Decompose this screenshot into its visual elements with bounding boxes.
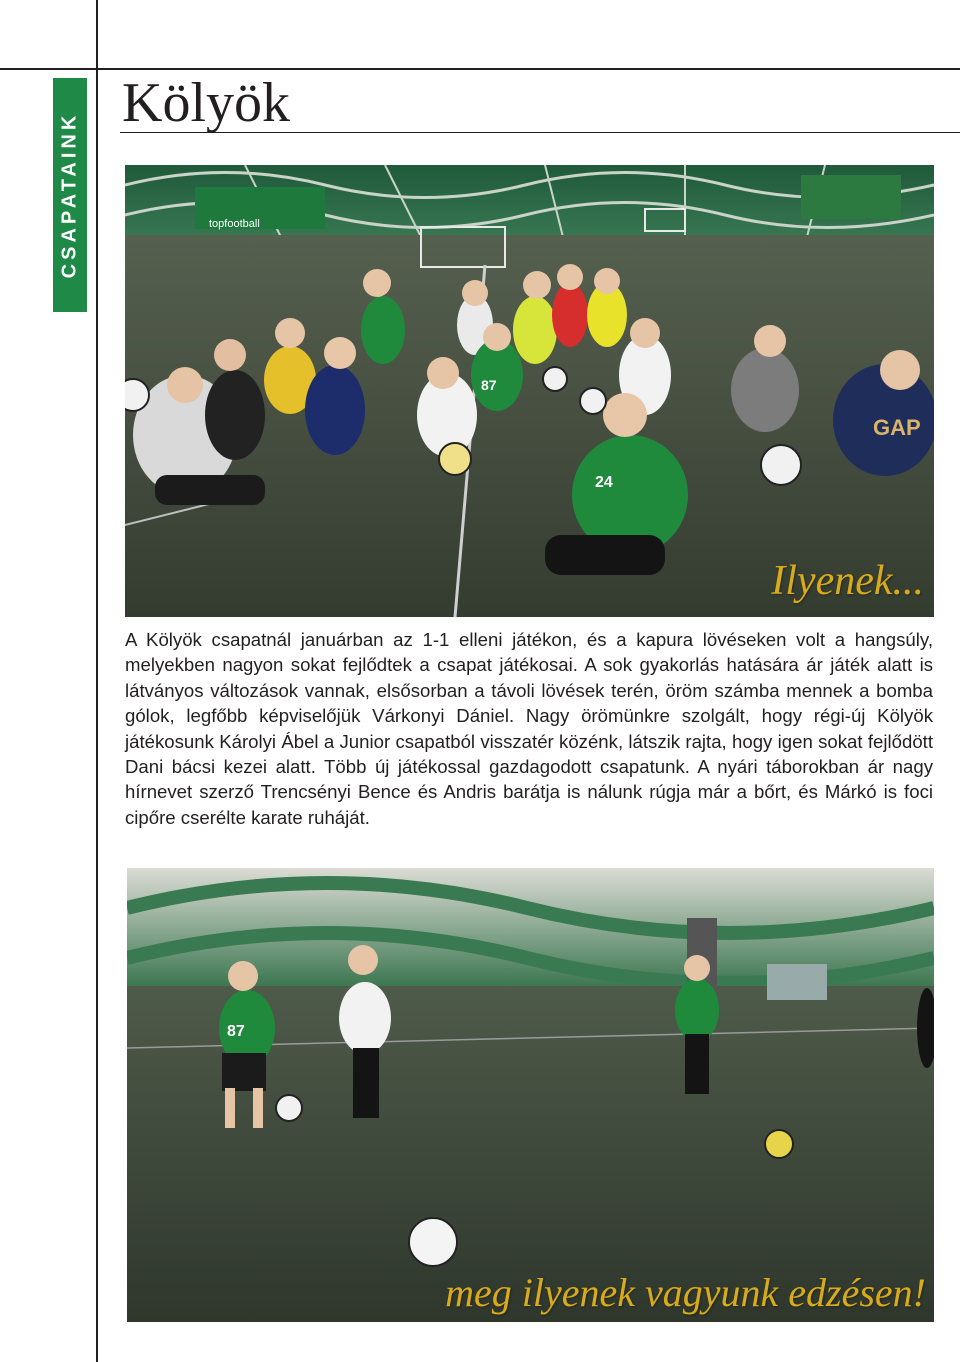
- svg-text:GAP: GAP: [873, 415, 921, 440]
- team-photo-image: [125, 165, 934, 617]
- photo-caption-edzes: meg ilyenek vagyunk edzésen!: [445, 1270, 926, 1315]
- header-rule: [0, 68, 960, 70]
- banner-text: topfootball: [209, 218, 260, 230]
- section-tab-label: CSAPATAINK: [58, 111, 81, 279]
- page-title: Kölyök: [122, 72, 290, 134]
- section-tab: [53, 78, 87, 312]
- vertical-rule: [96, 0, 98, 1362]
- svg-text:87: 87: [481, 377, 497, 393]
- photo-caption-ilyenek: Ilyenek...: [771, 558, 924, 604]
- svg-text:87: 87: [227, 1023, 245, 1040]
- team-photo: [125, 165, 934, 617]
- article-body: A Kölyök csapatnál januárban az 1-1 elleni játékon, és a kapura lövéseken volt a hangsúly, melyekben nagyon sokat fejlődtek a csapat játékosai. A sok gyakorlás hatására ár játék alatt is látványos változások vannak, elsősorban a távoli lövések terén, öröm számba mennek a bomba gólok, legfőbb képviselőjük Várkonyi Dániel. Nagy örömünkre szolgált, hogy régi-új Kölyök játékosunk Károlyi Ábel a Junior csapatból visszatér közénk, látszik rajta, hogy igen sokat fejlődött Dani bácsi kezei alatt. Több új játékossal gazdagodott csapatunk. A nyári táborokban ár nagy hírnevet szerző Trencsényi Bence és Andris barátja is nálunk rúgja már a bőrt, és Márkó is foci cipőre cserélte karate ruháját.: [125, 629, 933, 828]
- training-photo: [127, 868, 934, 1322]
- svg-text:24: 24: [595, 474, 613, 491]
- training-photo-image: [127, 868, 934, 1322]
